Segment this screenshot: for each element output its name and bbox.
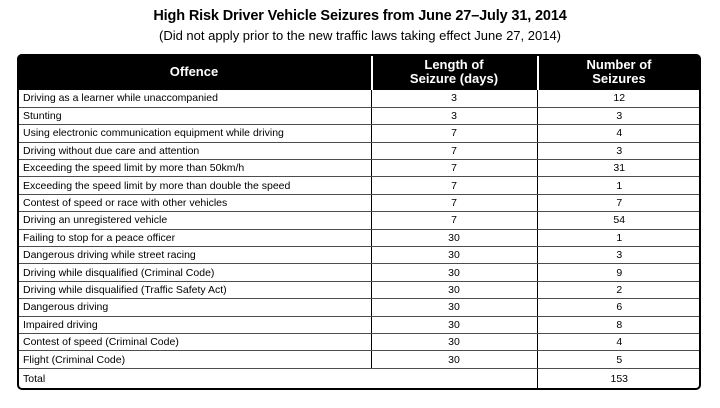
cell-offence: Driving an unregistered vehicle	[17, 212, 371, 229]
cell-offence: Using electronic communication equipment while driving	[17, 125, 371, 142]
table-row	[17, 351, 701, 368]
column-header-offence: Offence	[17, 54, 371, 90]
cell-offence: Exceeding the speed limit by more than 50km/h	[17, 160, 371, 177]
cell-length-of-seizure: 7	[371, 125, 537, 142]
cell-length-of-seizure: 7	[371, 194, 537, 211]
cell-number-of-seizures: 7	[537, 194, 701, 211]
cell-number-of-seizures: 9	[537, 264, 701, 281]
seizures-table-container	[17, 54, 701, 389]
page-subtitle: (Did not apply prior to the new traffic laws taking effect June 27, 2014)	[158, 28, 562, 43]
table-row	[17, 299, 701, 316]
cell-length-of-seizure: 30	[371, 229, 537, 246]
cell-number-of-seizures: 12	[537, 90, 701, 107]
cell-offence: Stunting	[17, 107, 371, 124]
cell-length-of-seizure: 30	[371, 351, 537, 368]
cell-length-of-seizure: 30	[371, 281, 537, 298]
cell-offence: Flight (Criminal Code)	[17, 351, 371, 368]
cell-number-of-seizures: 31	[537, 160, 701, 177]
cell-number-of-seizures: 1	[537, 177, 701, 194]
table-row	[17, 264, 701, 281]
table-row	[17, 212, 701, 229]
cell-offence: Dangerous driving	[17, 299, 371, 316]
page-title: High Risk Driver Vehicle Seizures from June 27–July 31, 2014	[153, 8, 567, 24]
cell-offence: Driving as a learner while unaccompanied	[17, 90, 371, 107]
cell-length-of-seizure: 30	[371, 247, 537, 264]
table-row	[17, 142, 701, 159]
cell-number-of-seizures: 4	[537, 125, 701, 142]
cell-number-of-seizures: 6	[537, 299, 701, 316]
cell-number-of-seizures: 2	[537, 281, 701, 298]
cell-length-of-seizure: 7	[371, 177, 537, 194]
column-header-length-line1: Length of	[424, 56, 484, 72]
cell-number-of-seizures: 3	[537, 107, 701, 124]
table-row	[17, 247, 701, 264]
cell-length-of-seizure: 30	[371, 264, 537, 281]
column-header-length-line2: Seizure (days)	[409, 71, 499, 86]
table-row	[17, 229, 701, 246]
cell-offence: Driving while disqualified (Criminal Code)	[17, 264, 371, 281]
cell-length-of-seizure: 7	[371, 212, 537, 229]
cell-length-of-seizure: 30	[371, 316, 537, 333]
table-row	[17, 125, 701, 142]
cell-length-of-seizure: 7	[371, 160, 537, 177]
cell-length-of-seizure: 3	[371, 107, 537, 124]
cell-offence: Contest of speed or race with other vehicles	[17, 194, 371, 211]
cell-length-of-seizure: 3	[371, 90, 537, 107]
header-row	[17, 54, 701, 90]
column-header-length-of-seizure	[371, 54, 537, 90]
table-row	[17, 160, 701, 177]
table-row	[17, 316, 701, 333]
table-row	[17, 333, 701, 350]
cell-number-of-seizures: 5	[537, 351, 701, 368]
cell-number-of-seizures: 1	[537, 229, 701, 246]
table-header	[17, 54, 701, 90]
cell-length-of-seizure: 30	[371, 299, 537, 316]
title-block	[0, 0, 720, 44]
column-header-number-line2: Seizures	[592, 71, 646, 86]
column-header-number-of-seizures	[537, 54, 701, 90]
cell-number-of-seizures: 3	[537, 247, 701, 264]
cell-number-of-seizures: 8	[537, 316, 701, 333]
cell-offence: Driving while disqualified (Traffic Safety Act)	[17, 281, 371, 298]
cell-offence: Contest of speed (Criminal Code)	[17, 333, 371, 350]
table-body	[17, 90, 701, 389]
cell-offence: Exceeding the speed limit by more than double the speed	[17, 177, 371, 194]
seizures-table	[17, 54, 701, 389]
cell-offence: Failing to stop for a peace officer	[17, 229, 371, 246]
cell-number-of-seizures: 54	[537, 212, 701, 229]
table-total-row	[17, 368, 701, 389]
cell-offence: Dangerous driving while street racing	[17, 247, 371, 264]
cell-length-of-seizure: 30	[371, 333, 537, 350]
table-row	[17, 281, 701, 298]
cell-offence: Impaired driving	[17, 316, 371, 333]
table-row	[17, 107, 701, 124]
table-row	[17, 194, 701, 211]
cell-length-of-seizure: 7	[371, 142, 537, 159]
cell-number-of-seizures: 4	[537, 333, 701, 350]
total-label: Total	[17, 368, 537, 389]
table-row	[17, 177, 701, 194]
cell-number-of-seizures: 3	[537, 142, 701, 159]
column-header-number-line1: Number of	[586, 56, 652, 72]
table-row	[17, 90, 701, 107]
cell-offence: Driving without due care and attention	[17, 142, 371, 159]
total-number-of-seizures: 153	[537, 368, 701, 389]
